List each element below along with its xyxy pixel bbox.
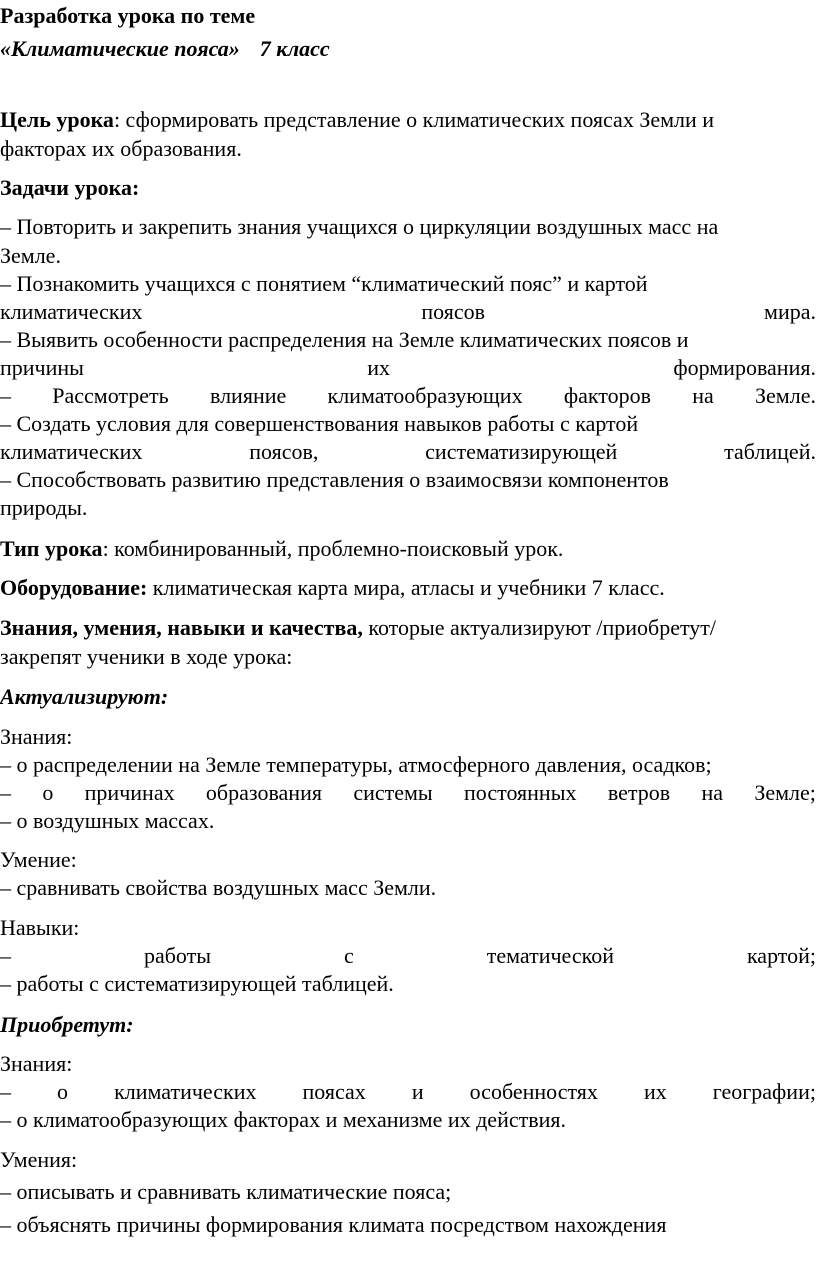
skills-label: Умения: bbox=[0, 1147, 78, 1172]
list-item: – о климатических поясах и особенностях их географии; bbox=[0, 1079, 816, 1104]
list-item: – о воздушных массах. bbox=[0, 808, 215, 833]
list-item: – работы с систематизирующей таблицей. bbox=[0, 971, 394, 996]
list-item: – сравнивать свойства воздушных масс Земли. bbox=[0, 875, 437, 900]
task-item: климатических поясов, систематизирующей таблицей. bbox=[0, 439, 816, 464]
lesson-type: Тип урока: комбинированный, проблемно-поисковый урок. bbox=[0, 536, 564, 561]
skills-intro-2: закрепят ученики в ходе урока: bbox=[0, 644, 293, 669]
task-item: климатических поясов мира. bbox=[0, 299, 816, 324]
doc-topic: «Климатические пояса» 7 класс bbox=[0, 36, 330, 61]
list-item: – о распределении на Земле температуры, атмосферного давления, осадков; bbox=[0, 752, 712, 777]
doc-title: Разработка урока по теме bbox=[0, 3, 256, 28]
habits-label: Навыки: bbox=[0, 915, 80, 940]
list-item: – объяснять причины формирования климата посредством нахождения bbox=[0, 1212, 667, 1237]
skills-intro: Знания, умения, навыки и качества, которые актуализируют /приобретут/ bbox=[0, 615, 717, 640]
actualize-heading: Актуализируют: bbox=[0, 684, 169, 709]
list-item: – работы с тематической картой; bbox=[0, 943, 816, 968]
task-item: – Выявить особенности распределения на Земле климатических поясов и bbox=[0, 327, 689, 352]
task-item: – Познакомить учащихся с понятием “климатический пояс” и картой bbox=[0, 271, 648, 296]
knowledge-label: Знания: bbox=[0, 724, 73, 749]
acquire-heading: Приобретут: bbox=[0, 1012, 134, 1037]
task-item: природы. bbox=[0, 495, 88, 520]
task-item: – Повторить и закрепить знания учащихся о циркуляции воздушных масс на bbox=[0, 214, 719, 239]
skill-label: Умение: bbox=[0, 847, 77, 872]
equipment: Оборудование: климатическая карта мира, атласы и учебники 7 класс. bbox=[0, 575, 665, 600]
list-item: – описывать и сравнивать климатические пояса; bbox=[0, 1179, 452, 1204]
task-item: – Рассмотреть влияние климатообразующих факторов на Земле. bbox=[0, 383, 816, 408]
task-item: Земле. bbox=[0, 243, 61, 268]
tasks-heading: Задачи урока: bbox=[0, 175, 140, 200]
knowledge-label: Знания: bbox=[0, 1051, 73, 1076]
goal-line-2: факторах их образования. bbox=[0, 136, 242, 161]
list-item: – о климатообразующих факторах и механизме их действия. bbox=[0, 1107, 566, 1132]
task-item: – Создать условия для совершенствования навыков работы с картой bbox=[0, 411, 639, 436]
task-item: – Способствовать развитию представления о взаимосвязи компонентов bbox=[0, 467, 669, 492]
task-item: причины их формирования. bbox=[0, 355, 816, 380]
list-item: – о причинах образования системы постоянных ветров на Земле; bbox=[0, 780, 816, 805]
goal-line: Цель урока: сформировать представление о климатических поясах Земли и bbox=[0, 107, 715, 132]
